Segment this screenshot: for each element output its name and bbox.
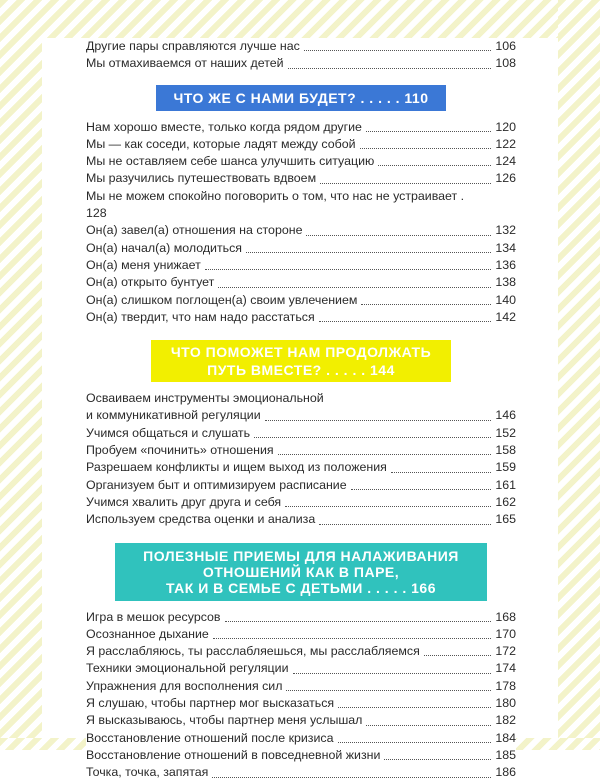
toc-entry-page: 134	[495, 240, 516, 255]
leader-dots	[286, 690, 491, 691]
section-heading-label: ЧТО ЖЕ С НАМИ БУДЕТ? . . . . . 110	[173, 89, 429, 106]
leader-dots	[378, 165, 491, 166]
toc-entry[interactable]	[86, 425, 516, 442]
toc-entry[interactable]	[86, 136, 516, 153]
toc-entry-title: Точка, точка, запятая	[86, 765, 209, 780]
toc-entry-title: Другие пары справляются лучше нас	[86, 39, 300, 53]
toc-top-entries	[86, 38, 516, 73]
toc-entry[interactable]	[86, 222, 516, 239]
leader-dots	[205, 269, 492, 270]
toc-entry-title: Разрешаем конфликты и ищем выход из положения	[86, 460, 387, 475]
toc-entry[interactable]	[86, 119, 516, 136]
toc-entry[interactable]	[86, 55, 516, 72]
toc-section-2	[86, 390, 516, 528]
toc-entry-page: 142	[495, 309, 516, 324]
toc-entry-title: Мы разучились путешествовать вдвоем	[86, 171, 317, 186]
toc-entry-wrapped[interactable]	[86, 188, 516, 223]
toc-entry[interactable]	[86, 153, 516, 170]
decorative-border-left	[0, 0, 42, 750]
leader-dots	[288, 68, 492, 69]
toc-entry-title: Игра в мешок ресурсов	[86, 609, 221, 624]
toc-entry-page: 170	[495, 626, 516, 641]
leader-dots	[320, 183, 491, 184]
toc-entry-title-line: Мы не можем спокойно поговорить о том, что нас не устраивает .	[86, 188, 465, 203]
toc-entry-page: 122	[495, 136, 516, 151]
leader-dots	[351, 489, 492, 490]
toc-entry[interactable]	[86, 730, 516, 747]
toc-entry-page: 136	[495, 257, 516, 272]
section-heading-line: ТАК И В СЕМЬЕ С ДЕТЬМИ . . . . . 166	[165, 579, 436, 596]
toc-entry[interactable]	[86, 459, 516, 476]
toc-entry-title: Он(а) завел(а) отношения на стороне	[86, 223, 303, 238]
toc-entry[interactable]	[86, 660, 516, 677]
toc-entry-page: 165	[495, 512, 516, 527]
toc-entry-page: 186	[495, 765, 516, 780]
leader-dots	[319, 524, 491, 525]
toc-entry-page: 178	[495, 678, 516, 693]
toc-entry-title: Я высказываюсь, чтобы партнер меня услышал	[86, 713, 363, 728]
section-heading-2[interactable]	[151, 340, 451, 382]
toc-section-1	[86, 119, 516, 327]
toc-entry[interactable]	[86, 274, 516, 291]
table-of-contents	[86, 38, 516, 780]
leader-dots	[265, 420, 492, 421]
toc-entry[interactable]	[86, 442, 516, 459]
toc-entry-page: 172	[495, 644, 516, 659]
section-heading-line: ПОЛЕЗНЫЕ ПРИЕМЫ ДЛЯ НАЛАЖИВАНИЯ	[143, 547, 459, 564]
toc-entry-title: Мы отмахиваемся от наших детей	[86, 56, 284, 71]
section-heading-line: ПУТЬ ВМЕСТЕ? . . . . . 144	[207, 362, 395, 379]
toc-entry[interactable]	[86, 609, 516, 626]
leader-dots	[304, 50, 491, 51]
toc-entry-page: 128	[86, 206, 107, 221]
leader-dots	[254, 437, 491, 438]
toc-entry-wrapped[interactable]	[86, 390, 516, 425]
toc-entry[interactable]	[86, 477, 516, 494]
leader-dots	[246, 252, 491, 253]
toc-entry[interactable]	[86, 494, 516, 511]
section-heading-line: ЧТО ПОМОЖЕТ НАМ ПРОДОЛЖАТЬ	[170, 344, 432, 361]
toc-entry-title: Я слушаю, чтобы партнер мог высказаться	[86, 696, 335, 711]
leader-dots	[212, 777, 491, 778]
toc-entry[interactable]	[86, 292, 516, 309]
leader-dots	[218, 287, 491, 288]
leader-dots	[361, 304, 491, 305]
toc-entry-title: Осознанное дыхание	[86, 626, 209, 641]
toc-entry-title: Он(а) твердит, что нам надо расстаться	[86, 309, 315, 324]
decorative-border-right	[558, 0, 600, 750]
toc-entry-title: Восстановление отношений после кризиса	[86, 730, 334, 745]
toc-entry[interactable]	[86, 643, 516, 660]
leader-dots	[278, 454, 492, 455]
decorative-border-top	[0, 0, 600, 38]
toc-entry-title-line: и коммуникативной регуляции	[86, 408, 261, 423]
toc-entry-title: Мы — как соседи, которые ладят между собой	[86, 136, 356, 151]
toc-entry-page: 106	[495, 39, 516, 53]
toc-entry-page: 162	[495, 494, 516, 509]
toc-entry[interactable]	[86, 170, 516, 187]
toc-entry-title: Он(а) слишком поглощен(а) своим увлечением	[86, 292, 358, 307]
leader-dots	[384, 759, 491, 760]
toc-entry-page: 159	[495, 460, 516, 475]
leader-dots	[366, 725, 491, 726]
toc-entry-page: 138	[495, 275, 516, 290]
toc-entry-title: Он(а) начал(а) молодиться	[86, 240, 243, 255]
toc-entry[interactable]	[86, 678, 516, 695]
toc-entry-title: Учимся хвалить друг друга и себя	[86, 494, 282, 509]
toc-entry-title: Пробуем «починить» отношения	[86, 443, 274, 458]
toc-entry-page: 161	[495, 477, 516, 492]
toc-entry-page: 132	[495, 223, 516, 238]
toc-entry-page: 120	[495, 119, 516, 134]
toc-entry[interactable]	[86, 764, 516, 781]
leader-dots	[285, 506, 491, 507]
toc-entry-page: 140	[495, 292, 516, 307]
toc-entry-title: Используем средства оценки и анализа	[86, 512, 316, 527]
section-heading-line: ОТНОШЕНИЙ КАК В ПАРЕ,	[202, 563, 400, 580]
leader-dots	[306, 235, 491, 236]
toc-entry-page: 126	[495, 171, 516, 186]
toc-entry-page: 158	[495, 443, 516, 458]
toc-entry-page: 184	[495, 730, 516, 745]
toc-entry-title: Учимся общаться и слушать	[86, 425, 251, 440]
toc-entry[interactable]	[86, 38, 516, 55]
toc-section-3	[86, 609, 516, 782]
toc-entry[interactable]	[86, 240, 516, 257]
toc-entry-title: Упражнения для восполнения сил	[86, 678, 283, 693]
toc-entry-page: 182	[495, 713, 516, 728]
toc-entry[interactable]	[86, 309, 516, 326]
toc-entry[interactable]	[86, 695, 516, 712]
toc-entry-page: 180	[495, 696, 516, 711]
toc-entry-title: Организуем быт и оптимизируем расписание	[86, 477, 347, 492]
toc-entry-page: 124	[495, 154, 516, 169]
toc-entry-page: 168	[495, 609, 516, 624]
leader-dots	[391, 472, 491, 473]
toc-entry-title: Он(а) меня унижает	[86, 257, 201, 272]
toc-entry-page: 152	[495, 425, 516, 440]
toc-entry-title-line: Осваиваем инструменты эмоциональной	[86, 391, 324, 406]
toc-entry-title: Он(а) открыто бунтует	[86, 275, 215, 290]
toc-entry[interactable]	[86, 257, 516, 274]
leader-dots	[424, 655, 491, 656]
toc-entry-page: 174	[495, 661, 516, 676]
section-heading-1[interactable]	[156, 85, 446, 111]
leader-dots	[338, 742, 492, 743]
toc-entry-title: Восстановление отношений в повседневной жизни	[86, 747, 381, 762]
leader-dots	[225, 621, 492, 622]
leader-dots	[366, 131, 491, 132]
toc-entry-page: 185	[495, 747, 516, 762]
toc-entry[interactable]	[86, 626, 516, 643]
leader-dots	[293, 673, 492, 674]
section-heading-3[interactable]	[115, 543, 487, 601]
leader-dots	[360, 148, 492, 149]
leader-dots	[319, 321, 492, 322]
toc-entry-page: 146	[495, 408, 516, 423]
toc-entry-title: Мы не оставляем себе шанса улучшить ситуацию	[86, 154, 375, 169]
toc-entry-title: Я расслабляюсь, ты расслабляешься, мы расслабляемся	[86, 644, 420, 659]
leader-dots	[213, 638, 492, 639]
toc-entry-title: Нам хорошо вместе, только когда рядом другие	[86, 119, 362, 134]
toc-entry-page: 108	[495, 56, 516, 71]
toc-entry[interactable]	[86, 712, 516, 729]
toc-entry-title: Техники эмоциональной регуляции	[86, 661, 289, 676]
leader-dots	[338, 707, 491, 708]
toc-entry[interactable]	[86, 511, 516, 528]
